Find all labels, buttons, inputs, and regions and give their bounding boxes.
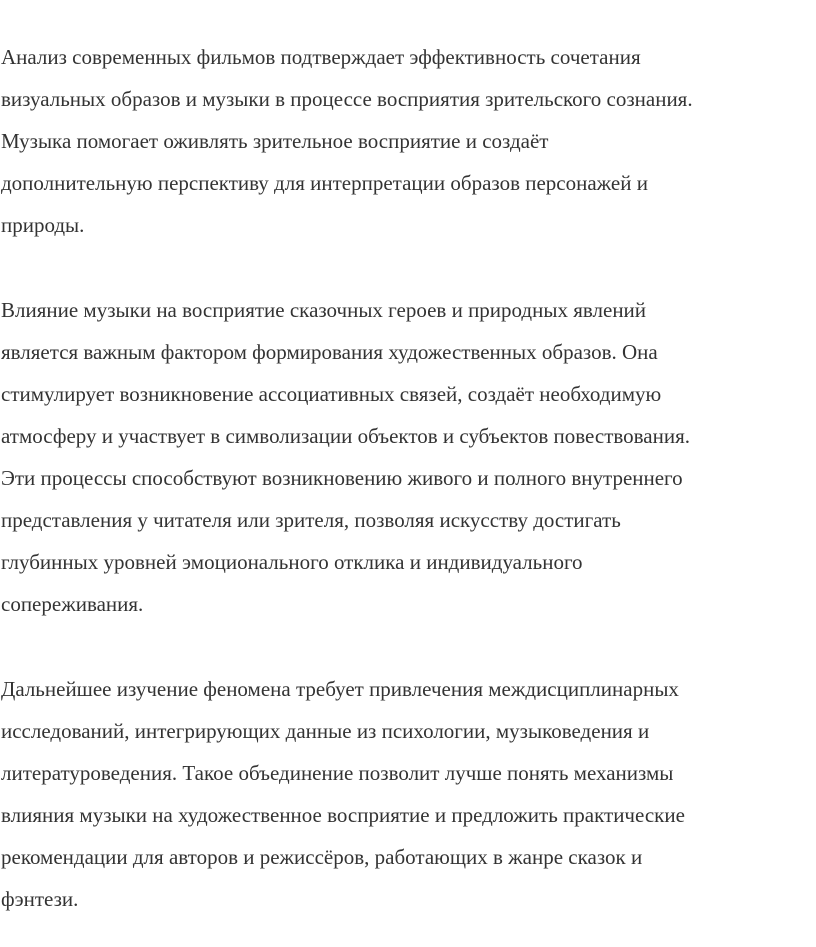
paragraph-further-study bbox=[1, 668, 813, 920]
text-line: Влияние музыки на восприятие сказочных героев и природных явлений bbox=[1, 298, 647, 322]
text-line: сопереживания. bbox=[1, 592, 144, 616]
text-line: визуальных образов и музыки в процессе восприятия зрительского сознания. bbox=[1, 87, 693, 111]
text-line: Анализ современных фильмов подтверждает эффективность сочетания bbox=[1, 45, 641, 69]
text-line: фэнтези. bbox=[1, 887, 79, 911]
text-line: атмосферу и участвует в символизации объектов и субъектов повествования. bbox=[1, 424, 691, 448]
text-line: представления у читателя или зрителя, позволяя искусству достигать bbox=[1, 508, 621, 532]
paragraph-film-analysis bbox=[1, 36, 813, 246]
text-line: является важным фактором формирования художественных образов. Она bbox=[1, 340, 658, 364]
text-line: литературоведения. Такое объединение позволит лучше понять механизмы bbox=[1, 761, 674, 785]
text-line: исследований, интегрирующих данные из психологии, музыковедения и bbox=[1, 719, 650, 743]
text-line: влияния музыки на художественное восприятие и предложить практические bbox=[1, 803, 685, 827]
text-line: Музыка помогает оживлять зрительное восприятие и создаёт bbox=[1, 129, 549, 153]
text-line: рекомендации для авторов и режиссёров, работающих в жанре сказок и bbox=[1, 845, 643, 869]
text-line: глубинных уровней эмоционального отклика и индивидуального bbox=[1, 550, 583, 574]
text-line: дополнительную перспективу для интерпретации образов персонажей и bbox=[1, 171, 648, 195]
text-line: Дальнейшее изучение феномена требует привлечения междисциплинарных bbox=[1, 677, 679, 701]
text-line: Эти процессы способствуют возникновению живого и полного внутреннего bbox=[1, 466, 683, 490]
text-line: природы. bbox=[1, 213, 85, 237]
paragraph-music-influence bbox=[1, 289, 813, 625]
text-line: стимулирует возникновение ассоциативных связей, создаёт необходимую bbox=[1, 382, 662, 406]
